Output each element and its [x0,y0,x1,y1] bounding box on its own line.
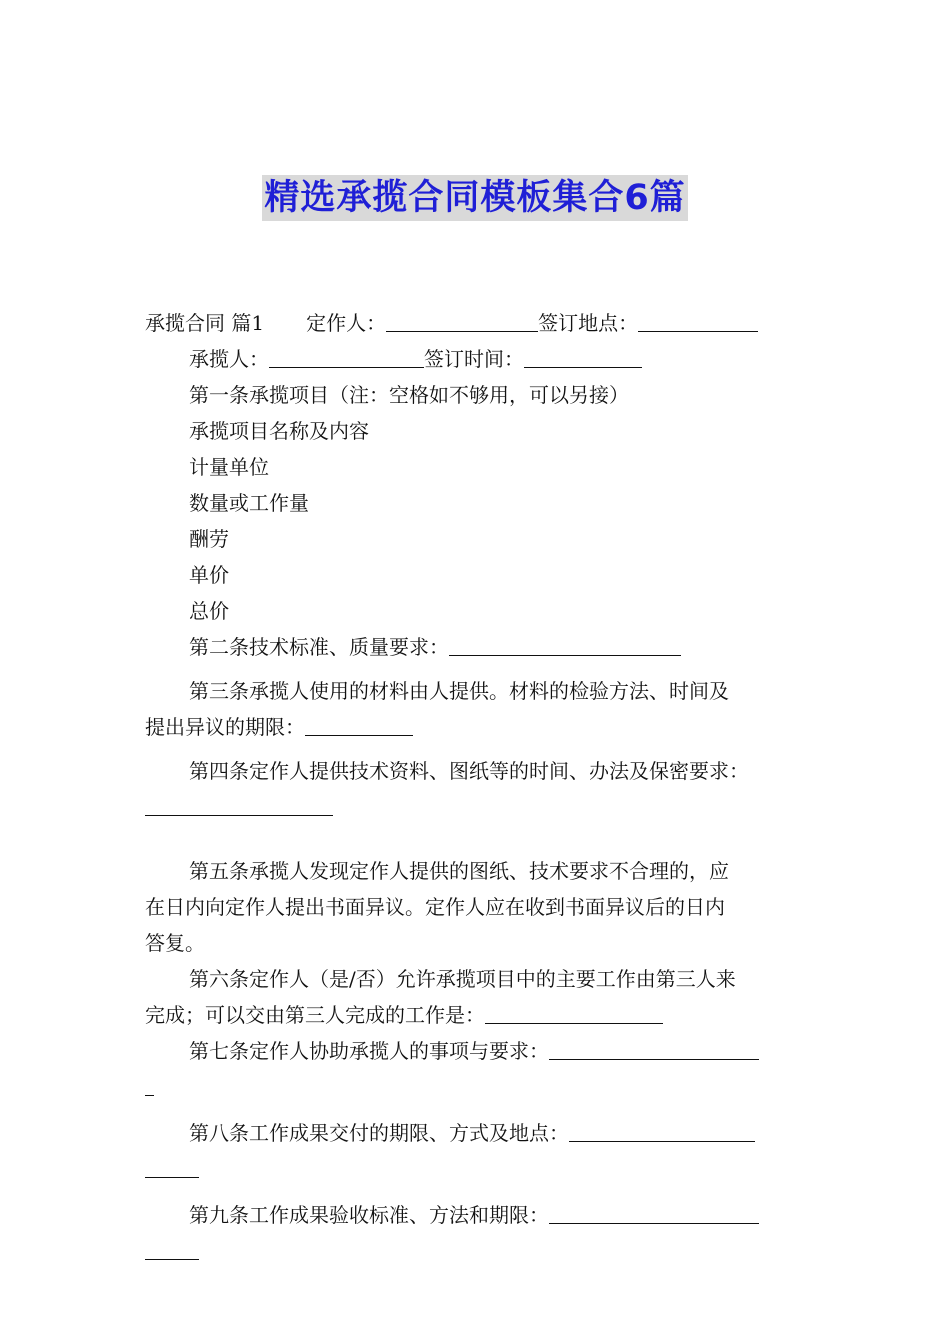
item-unit: 计量单位 [189,455,269,479]
article-6-blank [485,1003,663,1024]
article-8: 第八条工作成果交付的期限、方式及地点： [189,1121,569,1145]
article-5-line2: 在日内向定作人提出书面异议。定作人应在收到书面异议后的日内 [145,895,725,919]
contractor-line [145,341,810,377]
article-6-text: 完成；可以交由第三人完成的工作是： [145,1003,485,1027]
article-9-blank [549,1203,759,1224]
article-7-line [145,1033,810,1069]
contract-heading: 承揽合同 篇1 [145,311,265,335]
sign-time-blank [524,347,642,368]
item-unit-price: 单价 [189,563,229,587]
article-2: 第二条技术标准、质量要求： [189,635,449,659]
article-5-line1: 第五条承揽人发现定作人提供的图纸、技术要求不合理的，应 [189,859,729,883]
article-8-blank-cont [145,1157,199,1178]
article-4-blank [145,795,333,816]
article-8-line [145,1115,810,1151]
contractor-blank [269,347,424,368]
orderer-label: 定作人： [306,311,387,335]
sign-place-blank [638,311,758,332]
item-total-price: 总价 [189,599,229,623]
document-title: 精选承揽合同模板集合6篇 [262,175,687,221]
article-9-line [145,1197,810,1233]
article-9-blank-cont [145,1239,199,1260]
article-7-continuation [145,1069,810,1105]
article-1: 第一条承揽项目（注：空格如不够用，可以另接） [189,383,629,407]
item-quantity: 数量或工作量 [189,491,309,515]
contractor-label: 承揽人： [189,347,269,371]
sign-time-label: 签订时间： [424,347,524,371]
article-2-line [145,629,810,665]
item-name: 承揽项目名称及内容 [189,419,369,443]
article-4-blank-line [145,789,810,825]
title-area [0,175,950,221]
article-8-continuation [145,1151,810,1187]
article-7-blank [549,1039,759,1060]
article-3-line1: 第三条承揽人使用的材料由人提供。材料的检验方法、时间及 [189,679,729,703]
article-9-continuation [145,1233,810,1269]
article-3-blank [305,715,413,736]
article-6-line2 [145,997,810,1033]
contract-body [145,305,810,1269]
orderer-blank [386,311,538,332]
item-payment: 酬劳 [189,527,229,551]
article-5-line3: 答复。 [145,931,205,955]
sign-place-label: 签订地点： [538,311,639,335]
article-3-line2 [145,709,810,745]
article-9: 第九条工作成果验收标准、方法和期限： [189,1203,549,1227]
article-8-blank [569,1121,755,1142]
article-2-blank [449,635,681,656]
article-4: 第四条定作人提供技术资料、图纸等的时间、办法及保密要求： [189,759,749,783]
article-6-line1: 第六条定作人（是/否）允许承揽项目中的主要工作由第三人来 [189,967,736,991]
contract-header-line [145,305,810,341]
article-7: 第七条定作人协助承揽人的事项与要求： [189,1039,549,1063]
article-3-text: 提出异议的期限： [145,715,305,739]
article-7-blank-cont [145,1075,154,1096]
